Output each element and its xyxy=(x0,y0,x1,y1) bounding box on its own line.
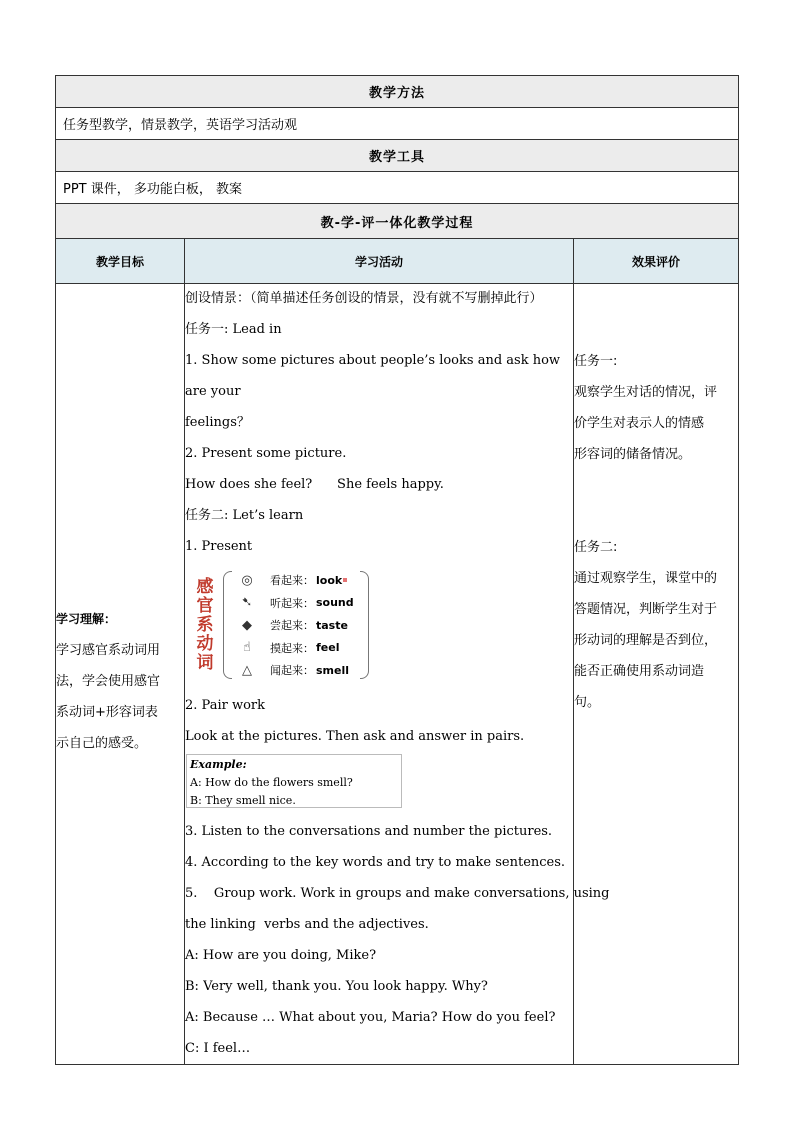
goal-cell xyxy=(56,284,185,1065)
goal-line: 示自己的感受。 xyxy=(56,735,148,751)
t1-item1-cont: feelings？ xyxy=(185,415,250,430)
nose-icon: △ xyxy=(242,662,252,678)
t1-item1: 1. Show some pictures about people’s looks and ask how are your xyxy=(185,353,561,399)
eval-line: 通过观察学生，课堂中的 xyxy=(574,571,718,586)
task2-title: 任务二: Let’s learn xyxy=(185,508,304,523)
example-a: A: How do the flowers smell? xyxy=(190,776,353,789)
eval-line: 答题情况，判断学生对于 xyxy=(574,602,718,617)
sense-row-feel: ☝ 摸起来： feel xyxy=(236,637,354,659)
dialog-line: C: I feel… xyxy=(185,1041,251,1056)
sense-row-sound: ➷ 听起来： sound xyxy=(236,592,354,614)
dialog-line: A: How are you doing, Mike? xyxy=(185,948,377,963)
sense-list xyxy=(232,569,360,681)
dialog-line: A: Because … What about you, Maria? How do you feel? xyxy=(185,1010,556,1025)
example-box xyxy=(186,754,402,808)
lips-icon: ◆ xyxy=(242,617,252,633)
left-brace xyxy=(223,571,232,679)
eval-task1-label: 任务一: xyxy=(574,354,618,369)
task1-title: 任务一: Lead in xyxy=(185,322,282,337)
right-brace xyxy=(360,571,369,679)
t2-item2-desc: Look at the pictures. Then ask and answer in pairs. xyxy=(185,729,525,744)
scene-line: 创设情景：（简单描述任务创设的情景，没有就不写删掉此行） xyxy=(185,291,543,306)
sense-row-smell: △ 闻起来： smell xyxy=(236,659,354,681)
dialog-line: B: Very well, thank you. You look happy. Why? xyxy=(185,979,488,994)
t2-item4: 4. According to the key words and try to make sentences. xyxy=(185,855,566,870)
goal-line: 学习感官系动词用 xyxy=(56,642,161,658)
sense-row-look: ◎ 看起来： look xyxy=(236,569,354,591)
col-header-eval: 效果评价 xyxy=(574,239,739,284)
eval-line: 句。 xyxy=(574,695,601,710)
example-title: Example: xyxy=(190,758,247,771)
eval-task2-label: 任务二: xyxy=(574,540,618,555)
eval-line: 观察学生对话的情况，评 xyxy=(574,385,718,400)
lesson-plan-table xyxy=(55,75,739,1065)
goal-line: 系动词+形容词表 xyxy=(56,704,158,720)
linking-verbs-figure xyxy=(185,566,573,684)
t2-item5-cont: the linking verbs and the adjectives. xyxy=(185,917,429,932)
col-header-goal: 教学目标 xyxy=(56,239,185,284)
t2-item5: 5. Group work. Work in groups and make conversations, using xyxy=(185,886,610,901)
t2-item3: 3. Listen to the conversations and number the pictures. xyxy=(185,824,553,839)
t1-item2: 2. Present some picture. xyxy=(185,446,347,461)
activity-cell xyxy=(185,284,610,1065)
col-header-activity: 学习活动 xyxy=(185,239,574,284)
teaching-tools-content: PPT 课件， 多功能白板， 教案 xyxy=(56,172,739,204)
eye-icon: ◎ xyxy=(241,572,253,588)
teaching-tools-header: 教学工具 xyxy=(56,140,739,172)
teaching-method-header: 教学方法 xyxy=(56,76,739,108)
example-b: B: They smell nice. xyxy=(190,794,296,807)
eval-cell xyxy=(574,284,739,1065)
linking-verbs-title: 感 官 系 动 词 xyxy=(196,576,214,673)
hand-icon: ☝ xyxy=(243,640,251,655)
sense-row-taste: ◆ 尝起来： taste xyxy=(236,614,354,636)
t2-item1: 1. Present xyxy=(185,539,253,554)
ear-icon: ➷ xyxy=(241,595,253,610)
eval-line: 能否正确使用系动词造 xyxy=(574,664,705,679)
t1-dialog: How does she feel? She feels happy. xyxy=(185,477,444,492)
t2-item2: 2. Pair work xyxy=(185,698,265,713)
goal-line: 法，学会使用感官 xyxy=(56,673,161,689)
eval-line: 形动词的理解是否到位， xyxy=(574,633,718,648)
eval-line: 形容词的储备情况。 xyxy=(574,447,692,462)
process-header: 教-学-评一体化教学过程 xyxy=(56,204,739,239)
goal-title: 学习理解： xyxy=(56,611,117,626)
eval-line: 价学生对表示人的情感 xyxy=(574,416,705,431)
teaching-method-content: 任务型教学，情景教学，英语学习活动观 xyxy=(56,108,739,140)
